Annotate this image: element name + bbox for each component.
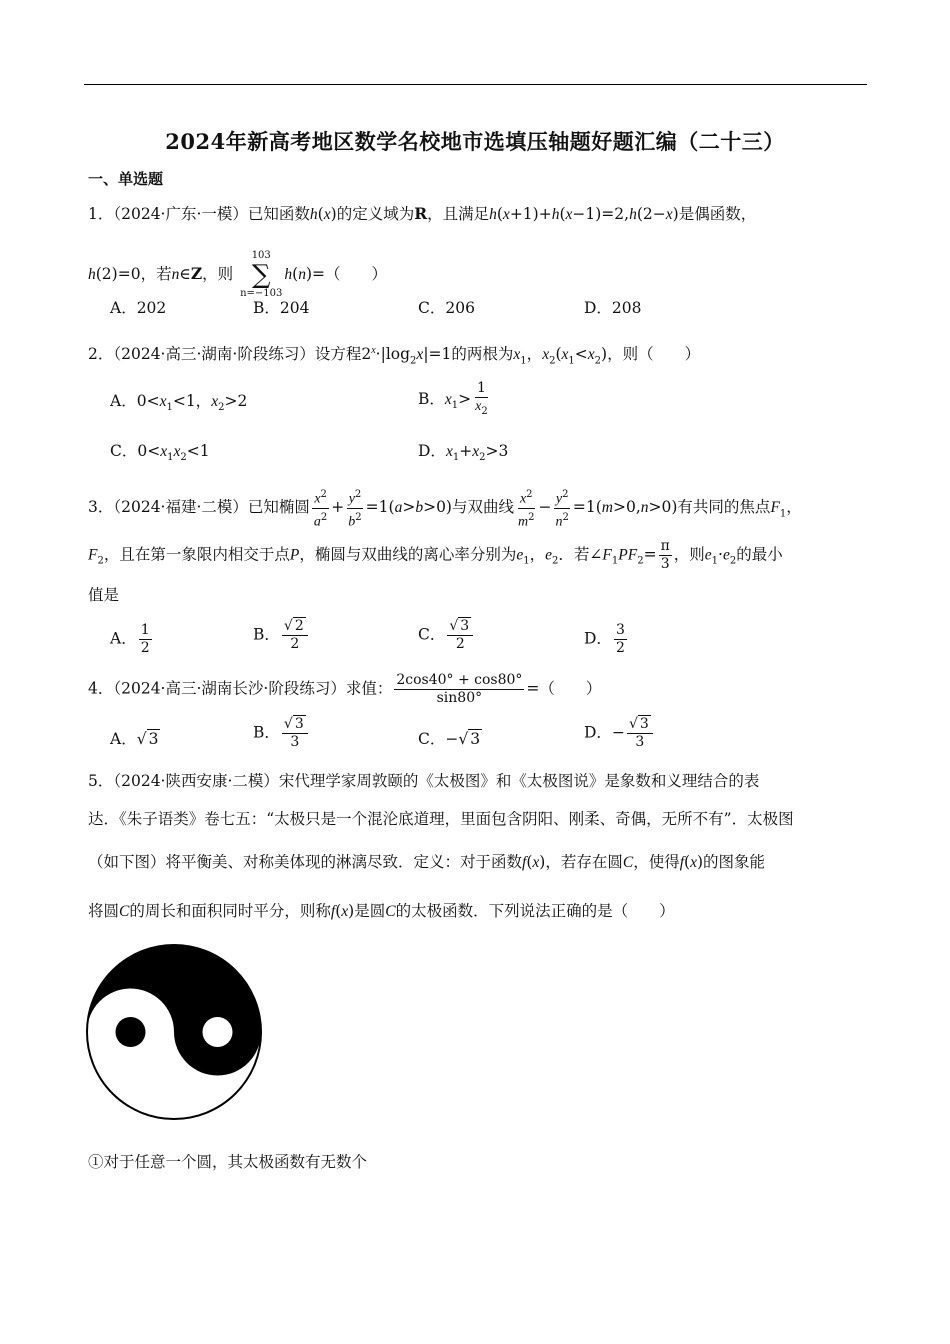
q3-line3: 值是 <box>88 586 120 604</box>
sum-symbol: 103 ∑ n=−103 <box>240 250 283 299</box>
q3-line2: $F_2$，且在第一象限内相交于点P，椭圆与双曲线的离心率分别为$e_1$，$e_2$．若$\angle F_1PF_2=$ $\frac{\pi}{3}$ ，则$e_1\cdot e_2$的最小 <box>88 538 783 572</box>
q4-option-a[interactable]: A．√ 3 <box>110 730 159 748</box>
q3-option-a[interactable]: A． $\frac{1}{2}$ <box>110 622 150 656</box>
q2-option-a[interactable]: A．$0<x_1<1$，$x_2>2$ <box>110 392 248 414</box>
q1-option-c[interactable]: C．206 <box>418 299 475 317</box>
taiji-diagram <box>84 942 264 1122</box>
q5-line1: 5．（2024·陕西安康·二模）宋代理学家周敦颐的《太极图》和《太极图说》是象数和义理结合的表 <box>88 772 760 790</box>
page-title: 2024年新高考地区数学名校地市选填压轴题好题汇编（二十三） <box>165 129 785 154</box>
taiji-right-dot <box>203 1017 233 1047</box>
q3-option-c[interactable]: C． $\frac{√ 3}{2}$ <box>418 618 475 653</box>
q4-line1: 4．（2024·高三·湖南长沙·阶段练习）求值： $\frac{2\cos 40^\circ + \cos 80^\circ}{\sin 80^\circ}$ =（ ） <box>88 672 602 706</box>
q3-option-b[interactable]: B． $\frac{√ 2}{2}$ <box>253 618 310 653</box>
q5-statement-1: ①对于任意一个圆，其太极函数有无数个 <box>88 1153 368 1171</box>
taiji-left-dot <box>116 1017 146 1047</box>
q1-line2: h(2)=0，若n∈Z，则 103 ∑ n=−103 h(n)=（ ） <box>88 250 388 299</box>
q3-option-d[interactable]: D． $\frac{3}{2}$ <box>584 622 625 656</box>
q4-option-c[interactable]: C．−√ 3 <box>418 730 481 748</box>
q2-option-b[interactable]: B．$x_1>$ $\frac{1}{x_2}$ <box>418 380 488 417</box>
q2-option-c[interactable]: C．$0<x_1x_2<1$ <box>110 442 210 464</box>
q1-option-b[interactable]: B．204 <box>253 299 310 317</box>
q5-line3: （如下图）将平衡美、对称美体现的淋漓尽致．定义：对于函数f(x)，若存在圆C，使得f(x)的图象能 <box>88 853 766 871</box>
q1-option-d[interactable]: D．208 <box>584 299 642 317</box>
q4-option-d[interactable]: D．− $\frac{√ 3}{3}$ <box>584 716 655 751</box>
q1-line1: 1．（2024·广东·一模）已知函数h(x)的定义域为R，且满足h(x+1)+h(x−1)=2,h(2−x)是偶函数， <box>88 204 757 223</box>
q4-option-b[interactable]: B． $\frac{√ 3}{3}$ <box>253 716 310 751</box>
top-rule <box>84 84 867 85</box>
q3-line1: 3．（2024·福建·二模）已知椭圆 $\frac{x^2}{a^2}$ + $\frac{y^2}{b^2}$ =1(a>b>0)与双曲线 $\frac{x^2}{m^2}$ − $\frac{y^2}{n^2}$ =1(m>0,n>0)有共同的焦点$F_1$， <box>88 486 802 530</box>
q5-line2: 达．《朱子语类》卷七五：“太极只是一个混沦底道理，里面包含阴阳、刚柔、奇偶，无所不有”．太极图 <box>88 810 794 828</box>
section-heading: 一、单选题 <box>88 170 164 188</box>
q1-option-a[interactable]: A．202 <box>110 299 167 317</box>
q2-option-d[interactable]: D．$x_1+x_2>3$ <box>418 442 509 464</box>
q2-line1: 2．（2024·高三·湖南·阶段练习）设方程$2^x\cdot|\log_2x|=1$的两根为$x_1$，$x_2(x_1<x_2)$，则（ ） <box>88 345 701 367</box>
q5-line4: 将圆C的周长和面积同时平分，则称f(x)是圆C的太极函数．下列说法正确的是（ ） <box>88 902 675 920</box>
